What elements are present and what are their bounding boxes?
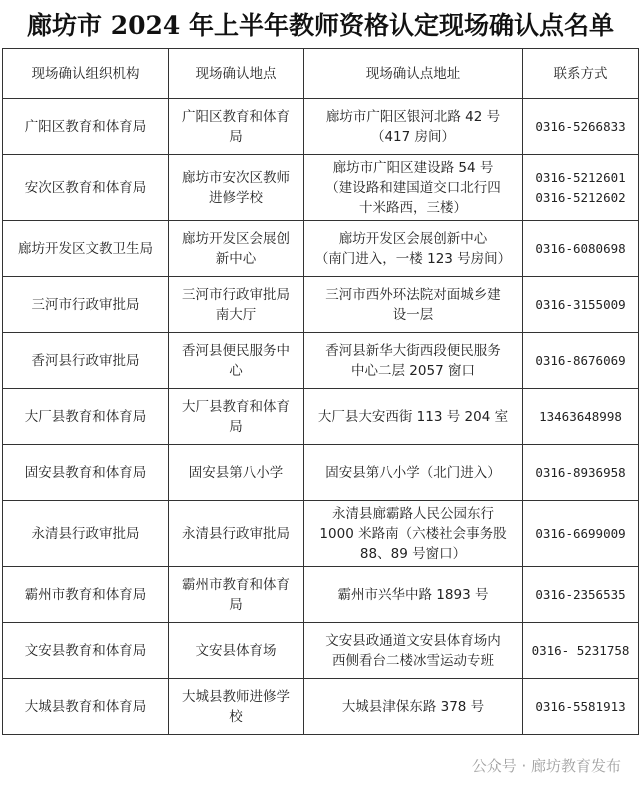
table-row: [3, 679, 639, 735]
watermark: 公众号 · 廊坊教育发布: [471, 757, 621, 775]
org-cell: 安次区教育和体育局: [3, 155, 169, 221]
table-row: [3, 623, 639, 679]
place-cell: 大城县教师进修学 校: [169, 679, 304, 735]
table-row: [3, 277, 639, 333]
org-cell: 香河县行政审批局: [3, 333, 169, 389]
address-cell: 廊坊市广阳区建设路 54 号 （建设路和建国道交口北行四 十米路西，三楼）: [304, 155, 523, 221]
org-cell: 永清县行政审批局: [3, 501, 169, 567]
org-cell: 霸州市教育和体育局: [3, 567, 169, 623]
address-cell: 固安县第八小学（北门进入）: [304, 445, 523, 501]
place-cell: 大厂县教育和体育 局: [169, 389, 304, 445]
phone-cell: 0316-8936958: [523, 445, 639, 501]
address-cell: 三河市西外环法院对面城乡建 设一层: [304, 277, 523, 333]
table-row: [3, 221, 639, 277]
phone-cell: 0316-2356535: [523, 567, 639, 623]
address-cell: 大城县津保东路 378 号: [304, 679, 523, 735]
place-cell: 广阳区教育和体育 局: [169, 99, 304, 155]
table-header-row: [3, 49, 639, 99]
address-cell: 廊坊开发区会展创新中心 （南门进入，一楼 123 号房间）: [304, 221, 523, 277]
org-cell: 广阳区教育和体育局: [3, 99, 169, 155]
org-cell: 大城县教育和体育局: [3, 679, 169, 735]
table-row: [3, 389, 639, 445]
address-cell: 廊坊市广阳区银河北路 42 号 （417 房间）: [304, 99, 523, 155]
place-cell: 香河县便民服务中 心: [169, 333, 304, 389]
org-cell: 三河市行政审批局: [3, 277, 169, 333]
address-cell: 大厂县大安西街 113 号 204 室: [304, 389, 523, 445]
phone-cell: 0316-6080698: [523, 221, 639, 277]
header-phone: 联系方式: [523, 49, 639, 99]
phone-cell: 0316-3155009: [523, 277, 639, 333]
address-cell: 文安县政通道文安县体育场内 西侧看台二楼冰雪运动专班: [304, 623, 523, 679]
phone-cell: 13463648998: [523, 389, 639, 445]
place-cell: 廊坊开发区会展创 新中心: [169, 221, 304, 277]
phone-cell: 0316-6699009: [523, 501, 639, 567]
place-cell: 永清县行政审批局: [169, 501, 304, 567]
table-row: [3, 155, 639, 221]
phone-cell: 0316-5581913: [523, 679, 639, 735]
table-row: [3, 445, 639, 501]
place-cell: 霸州市教育和体育 局: [169, 567, 304, 623]
place-cell: 三河市行政审批局 南大厅: [169, 277, 304, 333]
org-cell: 大厂县教育和体育局: [3, 389, 169, 445]
place-cell: 固安县第八小学: [169, 445, 304, 501]
table-row: [3, 333, 639, 389]
header-place: 现场确认地点: [169, 49, 304, 99]
phone-cell: 0316-5212601 0316-5212602: [523, 155, 639, 221]
org-cell: 固安县教育和体育局: [3, 445, 169, 501]
address-cell: 霸州市兴华中路 1893 号: [304, 567, 523, 623]
org-cell: 文安县教育和体育局: [3, 623, 169, 679]
confirmation-points-table: [2, 48, 639, 735]
table-row: [3, 567, 639, 623]
table-row: [3, 501, 639, 567]
phone-cell: 0316-5266833: [523, 99, 639, 155]
place-cell: 文安县体育场: [169, 623, 304, 679]
header-address: 现场确认点地址: [304, 49, 523, 99]
org-cell: 廊坊开发区文教卫生局: [3, 221, 169, 277]
address-cell: 香河县新华大街西段便民服务 中心二层 2057 窗口: [304, 333, 523, 389]
page-title: 廊坊市 2024 年上半年教师资格认定现场确认点名单: [27, 11, 614, 40]
place-cell: 廊坊市安次区教师 进修学校: [169, 155, 304, 221]
address-cell: 永清县廊霸路人民公园东行 1000 米路南（六楼社会事务股 88、89 号窗口）: [304, 501, 523, 567]
header-org: 现场确认组织机构: [3, 49, 169, 99]
phone-cell: 0316-8676069: [523, 333, 639, 389]
phone-cell: 0316- 5231758: [523, 623, 639, 679]
table-row: [3, 99, 639, 155]
